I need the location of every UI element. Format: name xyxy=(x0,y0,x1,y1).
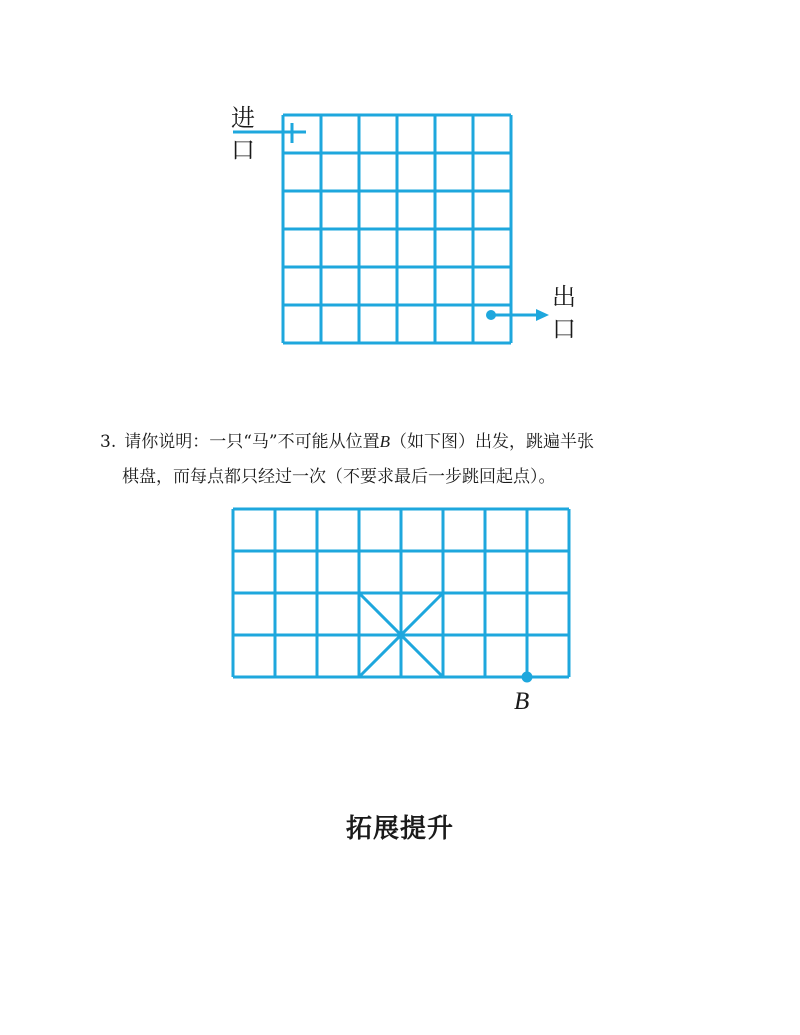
problem-line-2: 棋盘，而每点都只经过一次（不要求最后一步跳回起点）。 xyxy=(122,467,556,487)
point-b-label: B xyxy=(514,688,530,715)
entrance-label-bottom: 口 xyxy=(231,136,255,164)
entrance-label-top: 进 xyxy=(231,104,255,132)
maze-grid xyxy=(283,115,511,343)
exit-label-top: 出 xyxy=(552,283,576,311)
section-title: 拓展提升 xyxy=(345,814,454,844)
problem-3 xyxy=(100,424,740,495)
problem-text-1a: 请你说明：一只“马”不可能从位置 xyxy=(124,432,380,452)
problem-text-1b: （如下图）出发，跳遍半张 xyxy=(390,432,595,452)
problem-line-1 xyxy=(100,424,740,460)
exit-label-bottom: 口 xyxy=(552,315,576,343)
exit-arrow-head xyxy=(536,309,549,321)
problem-var-b: B xyxy=(379,432,391,451)
exit-marker xyxy=(486,309,549,321)
problem-number: 3. xyxy=(100,432,117,452)
point-b-dot xyxy=(522,672,533,683)
board-grid xyxy=(233,509,569,677)
